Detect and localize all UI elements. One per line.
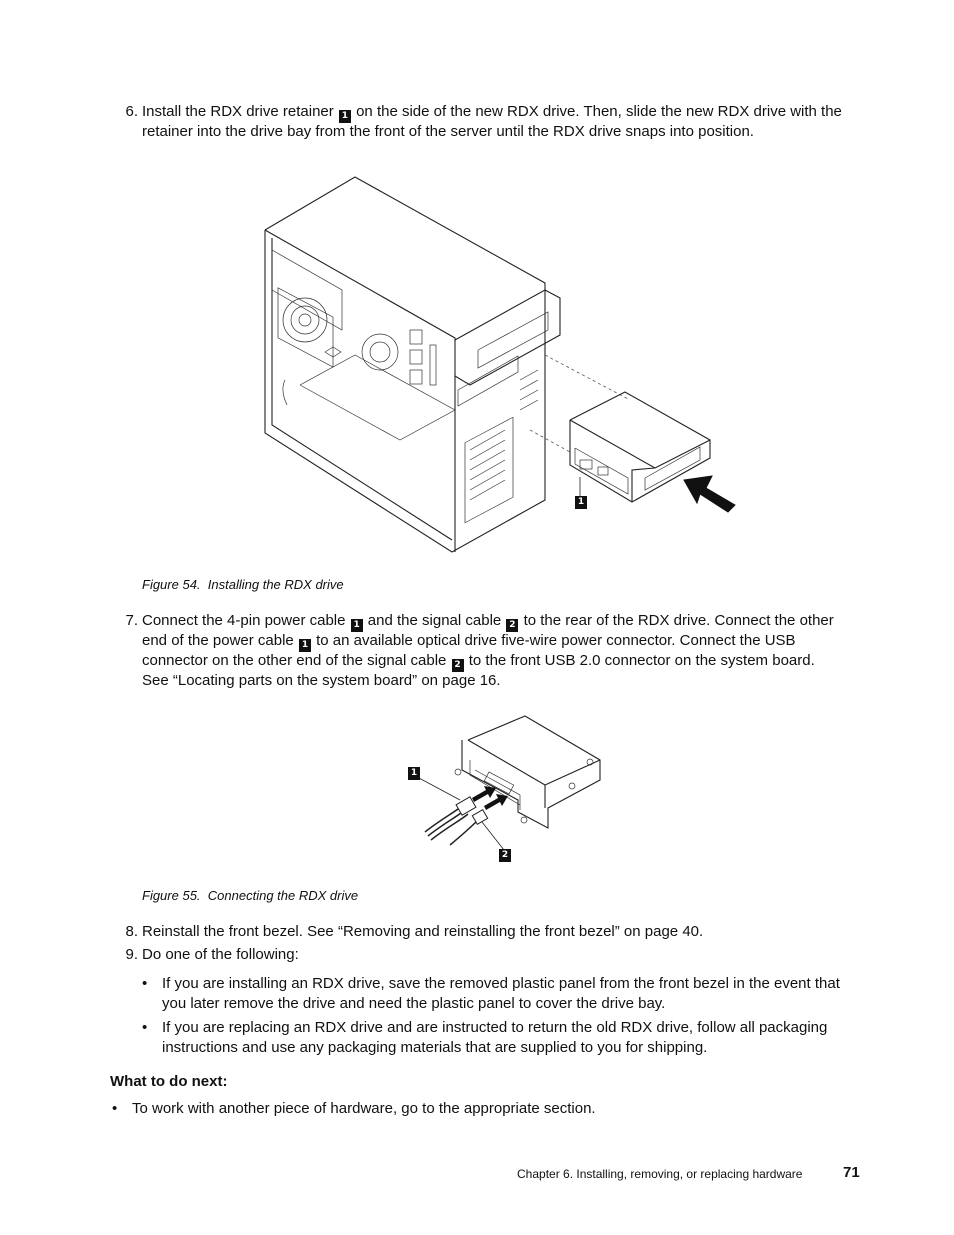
bullet-glyph: •	[112, 1100, 118, 1117]
callout-1: 1	[351, 619, 363, 632]
rdx-drive-retainer-drawing	[455, 716, 600, 828]
callout-2: 2	[452, 659, 464, 672]
callout-1: 1	[339, 110, 351, 123]
step-text: Reinstall the front bezel. See “Removing and reinstalling the front bezel” on page 40.	[142, 923, 704, 940]
what-to-do-next-heading: What to do next:	[110, 1073, 228, 1090]
bullet-glyph: •	[142, 975, 148, 992]
figure-55-callout-1: 1	[408, 767, 420, 780]
next-bullet: • To work with another piece of hardware, go to the appropriate section.	[112, 1100, 596, 1117]
bullet-glyph: •	[142, 1019, 148, 1036]
step-number: 7.	[125, 612, 138, 629]
step-9-bullet-2: • If you are replacing an RDX drive and are instructed to return the old RDX drive, follow all packaging instructions and use any packaging materials that are supplied to you for shipping.	[142, 1019, 828, 1056]
step-6	[120, 103, 880, 139]
step-number: 6.	[125, 103, 138, 120]
step-number: 9.	[125, 946, 138, 963]
connect-arrow-1	[472, 786, 496, 802]
figure-54-callout-1: 1	[575, 496, 587, 509]
footer-chapter: Chapter 6. Installing, removing, or replacing hardware	[517, 1167, 803, 1181]
figure-54-caption: Figure 54. Installing the RDX drive	[142, 577, 344, 592]
rdx-drive-drawing	[570, 392, 710, 502]
cables-drawing	[425, 797, 488, 845]
step-8	[120, 923, 880, 941]
step-number: 8.	[125, 923, 138, 940]
connect-arrow-2	[484, 794, 508, 810]
server-chassis-drawing	[265, 177, 560, 552]
figure-55-caption: Figure 55. Connecting the RDX drive	[142, 888, 359, 903]
step-text: Install the RDX drive retainer 1 on the side of the new RDX drive. Then, slide the new RDX drive with the retainer into the drive bay from the front of the server until the RDX drive snaps into position.	[142, 103, 842, 140]
step-text: Do one of the following:	[142, 946, 299, 963]
step-9	[120, 946, 880, 964]
callout-1: 1	[299, 639, 311, 652]
insert-arrow	[684, 476, 735, 512]
step-9-bullet-1: • If you are installing an RDX drive, save the removed plastic panel from the front bezel in the event that you later remove the drive and need the plastic panel to cover the drive bay.	[142, 975, 840, 1012]
callout-2: 2	[506, 619, 518, 632]
step-text: Connect the 4-pin power cable 1 and the signal cable 2 to the rear of the RDX drive. Connect the other end of the power cable 1 to an available optical drive five-wire power connector. Connect the USB connector on the other end of the signal cable 2 to the front USB 2.0 connector on the system board. See “Locating parts on the system board” on page 16.	[142, 612, 834, 689]
figure-55-callout-2: 2	[499, 849, 511, 862]
step-7	[120, 612, 880, 689]
page-number: 71	[843, 1164, 860, 1181]
